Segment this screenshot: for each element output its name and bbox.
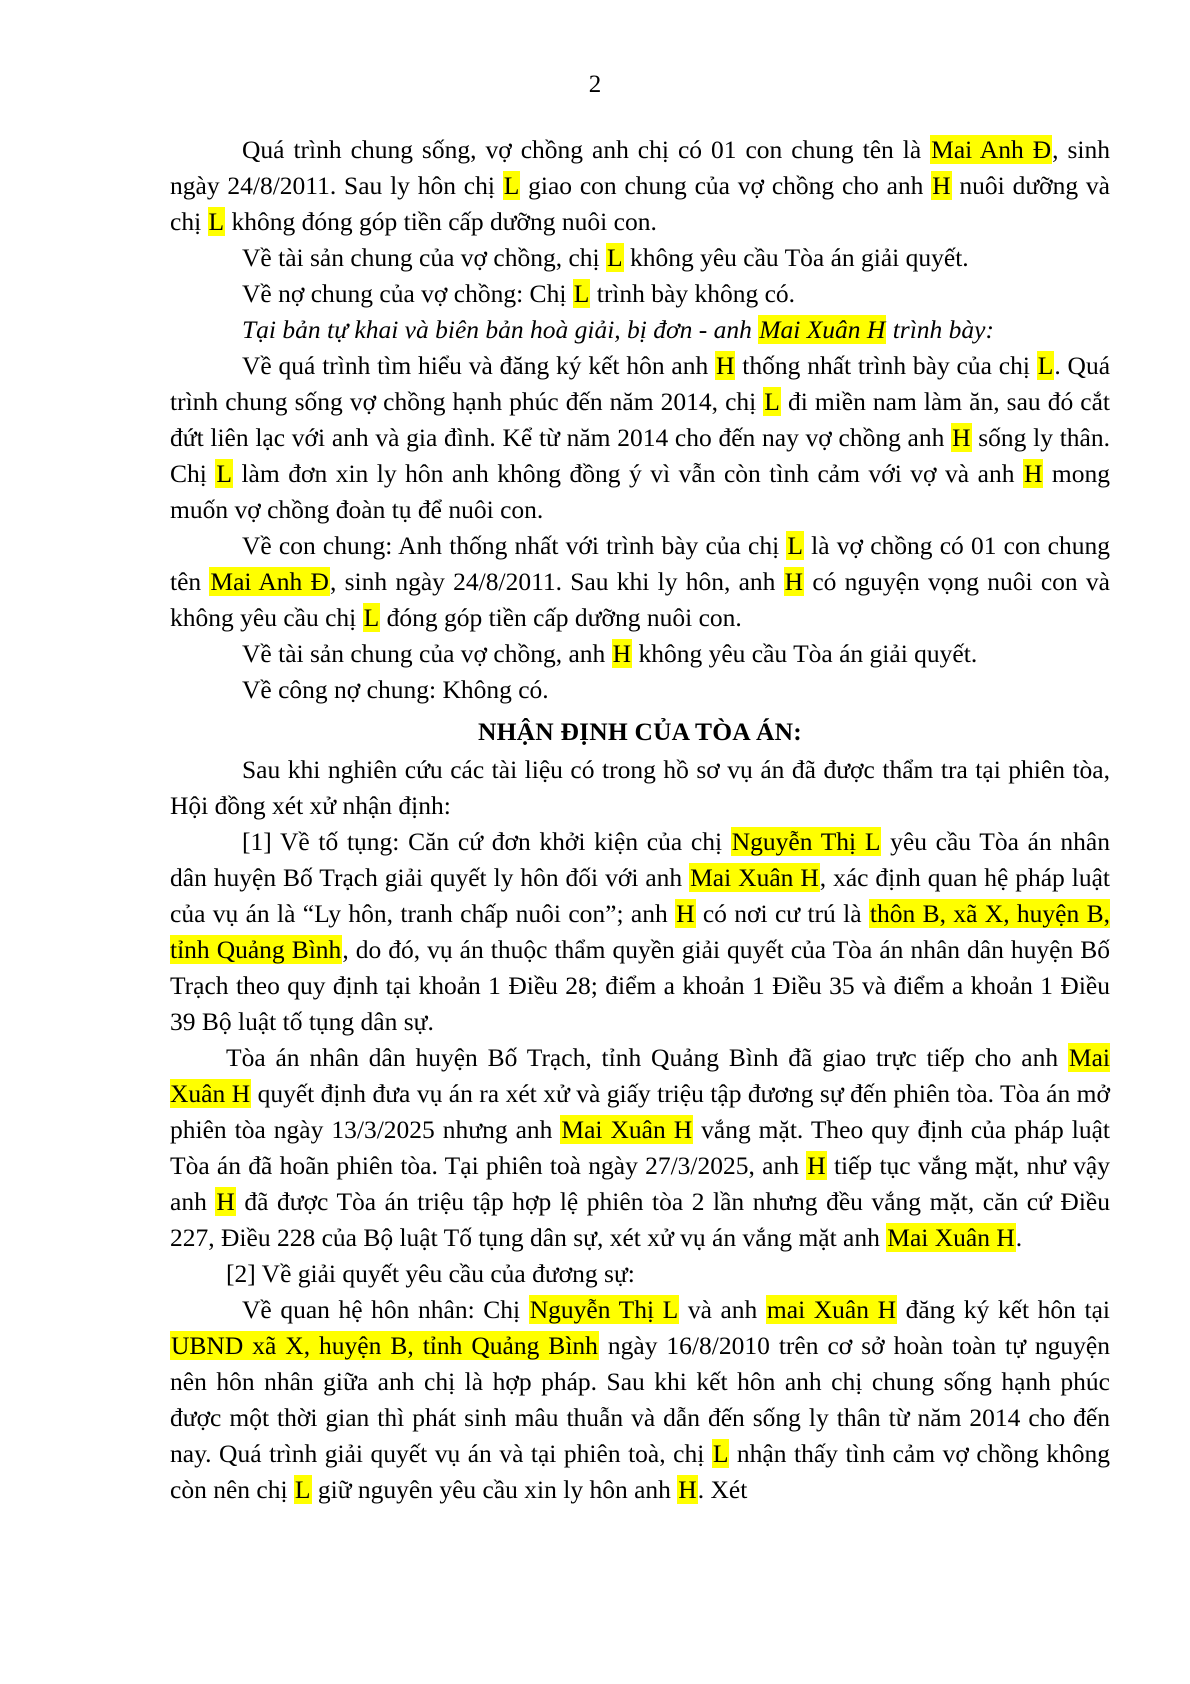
paragraph bbox=[170, 312, 1110, 348]
paragraph bbox=[170, 348, 1110, 528]
text-segment: nhận thấy tình cảm vợ chồng không còn nên chị bbox=[170, 1439, 1110, 1504]
text-segment: , xác định quan hệ pháp luật của vụ án là “Ly hôn, tranh chấp nuôi con”; anh bbox=[170, 863, 1110, 928]
text-segment: Về quá trình tìm hiểu và đăng ký kết hôn anh bbox=[242, 351, 716, 380]
highlighted-text: L bbox=[216, 459, 232, 488]
text-segment: Về tài sản chung của vợ chồng, anh bbox=[242, 639, 612, 668]
text-segment: , do đó, vụ án thuộc thẩm quyền giải quyết của Tòa án nhân dân huyện Bố Trạch theo quy định tại khoản 1 Điều 28; điểm a khoản 1 Điều 35 và điểm a khoản 1 Điều 39 Bộ luật tố tụng dân sự. bbox=[170, 935, 1110, 1036]
paragraph bbox=[170, 636, 1110, 672]
text-segment: Sau khi nghiên cứu các tài liệu có trong hồ sơ vụ án đã được thẩm tra tại phiên tòa, Hội đồng xét xử nhận định: bbox=[170, 755, 1110, 820]
text-segment: . Quá trình chung sống vợ chồng hạnh phúc đến năm 2014, chị bbox=[170, 351, 1111, 416]
text-segment: không yêu cầu Tòa án giải quyết. bbox=[623, 243, 969, 272]
highlighted-text: L bbox=[1037, 351, 1054, 380]
highlighted-text: L bbox=[294, 1475, 311, 1504]
highlighted-text: H bbox=[807, 1151, 826, 1180]
text-segment: Về công nợ chung: Không có. bbox=[242, 675, 549, 704]
paragraph bbox=[170, 824, 1110, 1040]
paragraph bbox=[170, 276, 1110, 312]
paragraph bbox=[170, 672, 1110, 708]
paragraph bbox=[170, 240, 1110, 276]
text-segment: Về quan hệ hôn nhân: Chị bbox=[242, 1295, 529, 1324]
text-segment: không yêu cầu Tòa án giải quyết. bbox=[632, 639, 978, 668]
highlighted-text: L bbox=[787, 531, 803, 560]
text-segment: đi miền nam làm ăn, sau đó cắt đứt liên lạc với anh và gia đình. Kể từ năm 2014 cho đến nay vợ chồng anh bbox=[170, 387, 1111, 452]
paragraph bbox=[170, 752, 1110, 824]
text-segment: yêu cầu Tòa án nhân dân huyện Bố Trạch giải quyết ly hôn đối với anh bbox=[170, 827, 1110, 892]
text-segment: trình bày: bbox=[886, 315, 994, 344]
highlighted-text: L bbox=[607, 243, 623, 272]
highlighted-text: H bbox=[216, 1187, 235, 1216]
paragraph bbox=[170, 1040, 1110, 1256]
text-segment: tiếp tục vắng mặt, như vậy anh bbox=[170, 1151, 1110, 1216]
highlighted-text: UBND xã X, huyện B, tỉnh Quảng Bình bbox=[171, 1331, 598, 1360]
paragraph bbox=[170, 528, 1110, 636]
highlighted-text: Mai Anh Đ bbox=[210, 567, 329, 596]
highlighted-text: L bbox=[573, 279, 590, 308]
text-segment: đăng ký kết hôn tại bbox=[897, 1295, 1110, 1324]
text-segment: Tòa án nhân dân huyện Bố Trạch, tỉnh Quảng Bình đã giao trực tiếp cho anh bbox=[226, 1043, 1068, 1072]
text-segment: sống ly thân. Chị bbox=[170, 423, 1110, 488]
highlighted-text: H bbox=[952, 423, 971, 452]
text-segment: đóng góp tiền cấp dưỡng nuôi con. bbox=[380, 603, 742, 632]
text-segment: giữ nguyên yêu cầu xin ly hôn anh bbox=[311, 1475, 678, 1504]
text-segment: ngày 16/8/2010 trên cơ sở hoàn toàn tự nguyện nên hôn nhân giữa anh chị là hợp pháp. Sau khi kết hôn anh chị chung sống hạnh phúc được một thời gian thì phát sinh mâu thuẫn và dẫn đến sống ly thân từ năm 2014 cho đến nay. Quá trình giải quyết vụ án và tại phiên toà, chị bbox=[170, 1331, 1110, 1468]
highlighted-text: L bbox=[503, 171, 520, 200]
text-segment: quyết định đưa vụ án ra xét xử và giấy triệu tập đương sự đến phiên tòa. Tòa án mở phiên tòa ngày 13/3/2025 nhưng anh bbox=[170, 1079, 1110, 1144]
text-segment: Về nợ chung của vợ chồng: Chị bbox=[242, 279, 573, 308]
text-segment: đã được Tòa án triệu tập hợp lệ phiên tòa 2 lần nhưng đều vắng mặt, căn cứ Điều 227, Điều 228 của Bộ luật Tố tụng dân sự, xét xử vụ án vắng mặt anh bbox=[170, 1187, 1110, 1252]
highlighted-text: H bbox=[932, 171, 951, 200]
text-segment: vắng mặt. Theo quy định của pháp luật Tòa án đã hoãn phiên tòa. Tại phiên toà ngày 27/3/2025, anh bbox=[170, 1115, 1110, 1180]
page-number: 2 bbox=[588, 71, 602, 98]
highlighted-text: L bbox=[363, 603, 380, 632]
document-body bbox=[170, 132, 1110, 1508]
highlighted-text: Mai Xuân H bbox=[561, 1115, 693, 1144]
highlighted-text: Nguyễn Thị L bbox=[529, 1295, 679, 1324]
paragraph bbox=[170, 1292, 1110, 1508]
text-segment: trình bày không có. bbox=[590, 279, 796, 308]
text-segment: Tại bản tự khai và biên bản hoà giải, bị đơn - anh bbox=[242, 315, 759, 344]
text-segment: và anh bbox=[679, 1295, 766, 1324]
section-heading bbox=[170, 714, 1110, 750]
text-segment: không đóng góp tiền cấp dưỡng nuôi con. bbox=[225, 207, 657, 236]
highlighted-text: Nguyễn Thị L bbox=[731, 827, 881, 856]
text-segment: [2] Về giải quyết yêu cầu của đương sự: bbox=[226, 1259, 635, 1288]
text-segment: mong muốn vợ chồng đoàn tụ để nuôi con. bbox=[170, 459, 1110, 524]
highlighted-text: thôn B, xã X, huyện B, tỉnh Quảng Bình bbox=[170, 899, 1110, 964]
highlighted-text: H bbox=[784, 567, 804, 596]
text-segment: Về tài sản chung của vợ chồng, chị bbox=[242, 243, 606, 272]
text-segment: giao con chung của vợ chồng cho anh bbox=[520, 171, 932, 200]
highlighted-text: L bbox=[712, 1439, 729, 1468]
paragraph bbox=[170, 132, 1110, 240]
highlighted-text: H bbox=[716, 351, 735, 380]
text-segment: [1] Về tố tụng: Căn cứ đơn khởi kiện của chị bbox=[242, 827, 731, 856]
highlighted-text: H bbox=[676, 899, 695, 928]
text-segment: có nơi cư trú là bbox=[695, 899, 869, 928]
text-segment: nuôi dưỡng và chị bbox=[170, 171, 1111, 236]
text-segment: , sinh ngày 24/8/2011. Sau ly hôn chị bbox=[170, 135, 1110, 200]
text-segment: có nguyện vọng nuôi con và không yêu cầu chị bbox=[170, 567, 1110, 632]
highlighted-text: Mai Xuân H bbox=[170, 1043, 1110, 1108]
text-segment: , sinh ngày 24/8/2011. Sau khi ly hôn, anh bbox=[329, 567, 784, 596]
highlighted-text: Mai Anh Đ bbox=[931, 135, 1052, 164]
text-segment: Quá trình chung sống, vợ chồng anh chị có 01 con chung tên là bbox=[242, 135, 931, 164]
text-segment: NHẬN ĐỊNH CỦA TÒA ÁN: bbox=[478, 717, 802, 746]
paragraph bbox=[170, 1256, 1110, 1292]
highlighted-text: Mai Xuân H bbox=[759, 315, 886, 344]
highlighted-text: L bbox=[208, 207, 225, 236]
text-segment: thống nhất trình bày của chị bbox=[735, 351, 1037, 380]
text-segment: . Xét bbox=[697, 1475, 748, 1504]
text-segment: làm đơn xin ly hôn anh không đồng ý vì vẫn còn tình cảm với vợ và anh bbox=[232, 459, 1023, 488]
highlighted-text: H bbox=[1023, 459, 1043, 488]
highlighted-text: H bbox=[678, 1475, 697, 1504]
highlighted-text: Mai Xuân H bbox=[690, 863, 819, 892]
text-segment: Về con chung: Anh thống nhất với trình bày của chị bbox=[242, 531, 787, 560]
highlighted-text: Mai Xuân H bbox=[887, 1223, 1015, 1252]
highlighted-text: H bbox=[612, 639, 632, 668]
highlighted-text: mai Xuân H bbox=[766, 1295, 897, 1324]
highlighted-text: L bbox=[764, 387, 780, 416]
text-segment: . bbox=[1015, 1223, 1023, 1252]
text-segment: là vợ chồng có 01 con chung tên bbox=[170, 531, 1110, 596]
